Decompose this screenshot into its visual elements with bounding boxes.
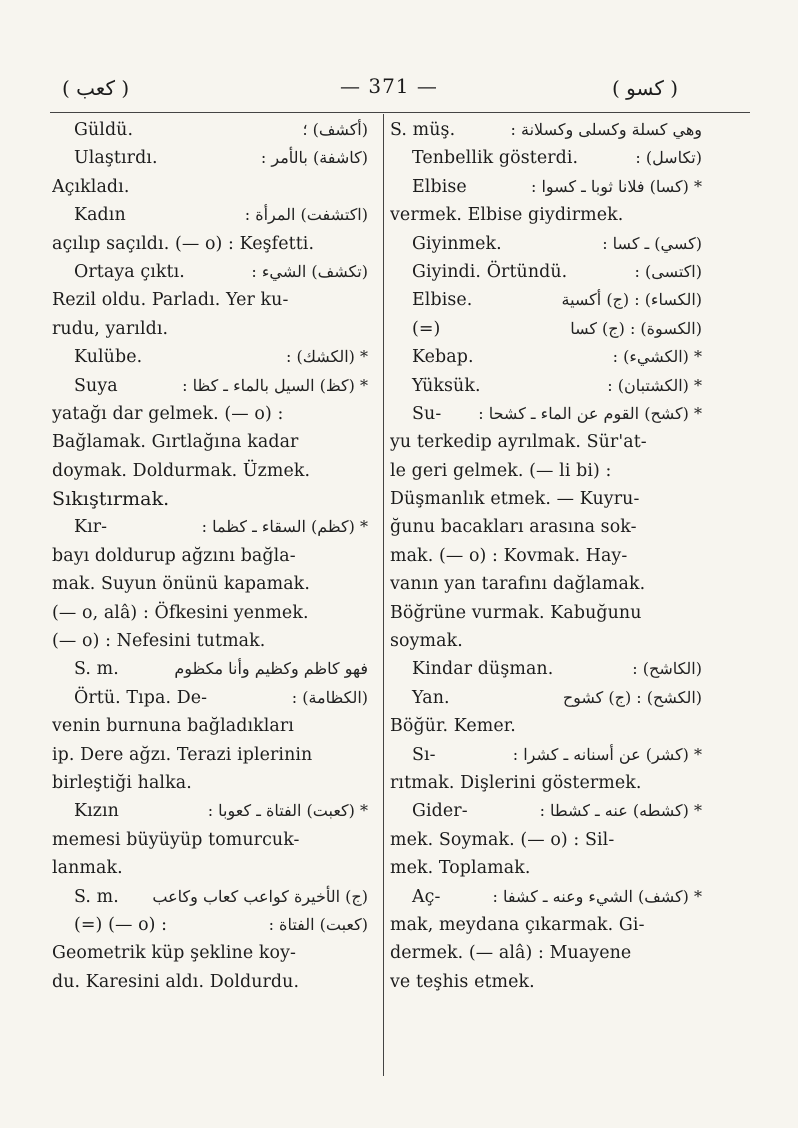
dictionary-line: [52, 627, 368, 655]
turkish-text: Düşmanlık etmek. — Kuyru-: [390, 489, 640, 510]
arabic-headword: (كسي) ـ كسا :: [602, 233, 702, 253]
dictionary-line: [390, 286, 702, 314]
turkish-text: memesi büyüyüp tomurcuk-: [52, 829, 300, 850]
dictionary-line: [52, 372, 368, 400]
dictionary-line: [390, 542, 702, 570]
left-guide-word: ( كعب ): [62, 76, 130, 100]
arabic-headword: فهو كاظم وكظيم وأنا مكظوم: [174, 659, 368, 679]
arabic-headword: (الكساء) : (ج) أكسية: [561, 290, 702, 310]
arabic-headword: (اكتشفت) المرأة :: [244, 205, 368, 225]
turkish-text: du. Karesini aldı. Doldurdu.: [52, 971, 300, 992]
arabic-headword: * (كظم) السقاء ـ كظما :: [201, 517, 368, 537]
turkish-text: mek. Soymak. (— o) : Sil-: [390, 829, 615, 850]
turkish-text: S. m.: [74, 659, 119, 680]
dictionary-line: [390, 201, 702, 229]
turkish-text: Kulübe.: [74, 347, 143, 368]
turkish-text: birleştiği halka.: [52, 772, 192, 793]
turkish-text: Kebap.: [412, 347, 474, 368]
dictionary-line: [52, 769, 368, 797]
dictionary-line: [52, 144, 368, 172]
dictionary-line: [390, 826, 702, 854]
turkish-text: Giyinmek.: [412, 233, 502, 254]
dictionary-line: [52, 428, 368, 456]
dictionary-line: [390, 144, 702, 172]
turkish-text: Tenbellik gösterdi.: [412, 148, 579, 169]
turkish-text: ip. Dere ağzı. Terazi iplerinin: [52, 744, 313, 765]
turkish-text: Sı-: [412, 744, 436, 765]
turkish-text: Su-: [412, 403, 442, 424]
dictionary-line: [390, 173, 702, 201]
dictionary-line: [52, 684, 368, 712]
dictionary-line: [390, 968, 702, 996]
arabic-headword: (ج) الأخيرة كواعب كعاب وكاعب: [152, 886, 368, 906]
arabic-headword: * (الكشتبان) :: [607, 375, 702, 395]
dictionary-line: [52, 230, 368, 258]
dictionary-line: [52, 485, 368, 513]
dictionary-line: [390, 627, 702, 655]
dictionary-line: [52, 911, 368, 939]
turkish-text: dermek. (— alâ) : Muayene: [390, 943, 632, 964]
dictionary-line: [52, 400, 368, 428]
turkish-text: (— o) : Nefesini tutmak.: [52, 631, 266, 652]
dictionary-line: [390, 599, 702, 627]
arabic-headword: * (كشطه) عنه ـ كشطا :: [539, 801, 702, 821]
turkish-text: doymak. Doldurmak. Üzmek.: [52, 460, 311, 481]
dictionary-line: [52, 286, 368, 314]
turkish-text: mek. Toplamak.: [390, 858, 531, 879]
arabic-headword: (تكاسل) :: [635, 148, 702, 168]
turkish-text: rudu, yarıldı.: [52, 318, 169, 339]
dictionary-line: [52, 315, 368, 343]
dictionary-line: [52, 854, 368, 882]
arabic-headword: * (كشف) الشيء وعنه ـ كشفا :: [492, 886, 702, 906]
turkish-text: Sıkıştırmak.: [52, 488, 170, 511]
dictionary-line: [52, 542, 368, 570]
dictionary-line: [390, 230, 702, 258]
arabic-headword: (أكشف) ؛: [302, 120, 368, 139]
left-column: [52, 116, 368, 996]
turkish-text: Gider-: [412, 801, 468, 822]
turkish-text: mak, meydana çıkarmak. Gi-: [390, 914, 645, 935]
turkish-text: mak. (— o) : Kovmak. Hay-: [390, 545, 628, 566]
turkish-text: rıtmak. Dişlerini göstermek.: [390, 772, 642, 793]
dictionary-line: [390, 116, 702, 144]
turkish-text: le geri gelmek. (— li bi) :: [390, 460, 612, 481]
turkish-text: Suya: [74, 375, 118, 396]
dictionary-line: [52, 343, 368, 371]
dictionary-line: [390, 769, 702, 797]
turkish-text: S. müş.: [390, 120, 456, 140]
turkish-text: Güldü.: [74, 120, 134, 140]
dictionary-line: [390, 939, 702, 967]
dictionary-line: [390, 400, 702, 428]
dictionary-line: [390, 258, 702, 286]
dictionary-line: [52, 883, 368, 911]
turkish-text: (=): [412, 318, 441, 339]
dictionary-line: [52, 968, 368, 996]
turkish-text: Bağlamak. Gırtlağına kadar: [52, 432, 299, 453]
page-header: [0, 74, 798, 104]
dictionary-line: [390, 457, 702, 485]
dictionary-line: [52, 599, 368, 627]
arabic-headword: (الكسوة) : (ج) كسا: [570, 318, 702, 338]
dictionary-line: [52, 258, 368, 286]
turkish-text: Kızın: [74, 801, 119, 822]
turkish-text: Elbise: [412, 176, 467, 197]
arabic-headword: (كاشفة) بالأمر :: [260, 148, 368, 168]
arabic-headword: (اكتسى) :: [634, 261, 702, 281]
turkish-text: bayı doldurup ağzını bağla-: [52, 545, 296, 566]
turkish-text: Böğrüne vurmak. Kabuğunu: [390, 602, 642, 623]
dictionary-line: [390, 343, 702, 371]
turkish-text: Kır-: [74, 517, 108, 538]
dictionary-line: [52, 939, 368, 967]
turkish-text: vanın yan tarafını dağlamak.: [390, 574, 646, 595]
turkish-text: Açıkladı.: [52, 176, 130, 197]
arabic-headword: (تكشف) الشيء :: [251, 261, 368, 281]
turkish-text: Böğür. Kemer.: [390, 716, 516, 737]
right-guide-word: ( كسو ): [612, 76, 679, 100]
turkish-text: Yan.: [412, 687, 450, 708]
dictionary-line: [390, 712, 702, 740]
turkish-text: S. m.: [74, 886, 119, 907]
dictionary-line: [390, 797, 702, 825]
dictionary-line: [390, 741, 702, 769]
turkish-text: (— o, alâ) : Öfkesini yenmek.: [52, 602, 309, 623]
dictionary-line: [390, 485, 702, 513]
turkish-text: Elbise.: [412, 290, 473, 311]
turkish-text: ve teşhis etmek.: [390, 971, 535, 992]
dictionary-line: [52, 712, 368, 740]
dictionary-line: [390, 570, 702, 598]
turkish-text: Kindar düşman.: [412, 659, 554, 680]
dictionary-line: [390, 854, 702, 882]
header-rule: [50, 112, 750, 113]
dictionary-line: [52, 201, 368, 229]
turkish-text: Örtü. Tıpa. De-: [74, 687, 208, 708]
dictionary-line: [52, 457, 368, 485]
turkish-text: yu terkedip ayrılmak. Sür'at-: [390, 432, 647, 453]
turkish-text: Geometrik küp şekline koy-: [52, 943, 296, 964]
turkish-text: soymak.: [390, 631, 463, 652]
turkish-text: Giyindi. Örtündü.: [412, 261, 568, 282]
dictionary-line: [52, 116, 368, 144]
dictionary-line: [390, 911, 702, 939]
dictionary-line: [52, 570, 368, 598]
arabic-headword: (كعبت) الفتاة :: [268, 914, 368, 934]
dictionary-line: [52, 741, 368, 769]
turkish-text: Ortaya çıktı.: [74, 261, 185, 282]
turkish-text: (=) (— o) :: [74, 914, 168, 935]
dictionary-line: [52, 513, 368, 541]
dictionary-line: [390, 315, 702, 343]
turkish-text: vermek. Elbise giydirmek.: [390, 205, 624, 226]
dictionary-line: [390, 513, 702, 541]
arabic-headword: * (كعبت) الفتاة ـ كعوبا :: [207, 801, 368, 821]
column-divider: [383, 114, 384, 1076]
turkish-text: mak. Suyun önünü kapamak.: [52, 574, 310, 595]
dictionary-line: [390, 655, 702, 683]
dictionary-line: [52, 655, 368, 683]
turkish-text: venin burnuna bağladıkları: [52, 716, 294, 737]
turkish-text: ğunu bacakları arasına sok-: [390, 517, 637, 538]
arabic-headword: * (الكشك) :: [286, 347, 368, 367]
dictionary-line: [390, 428, 702, 456]
arabic-headword: * (كشر) عن أسنانه ـ كشرا :: [512, 744, 702, 764]
right-column: [390, 116, 702, 996]
page-number: — 371 —: [340, 74, 438, 98]
dictionary-line: [390, 883, 702, 911]
arabic-headword: * (كظ) السيل بالماء ـ كظا :: [182, 375, 368, 395]
arabic-headword: * (الكشيء) :: [612, 347, 702, 367]
dictionary-line: [390, 684, 702, 712]
turkish-text: Rezil oldu. Parladı. Yer ku-: [52, 290, 289, 311]
turkish-text: lanmak.: [52, 858, 123, 879]
arabic-headword: (الكاشح) :: [632, 659, 702, 679]
turkish-text: Aç-: [412, 886, 441, 907]
turkish-text: Kadın: [74, 205, 126, 226]
dictionary-line: [52, 797, 368, 825]
turkish-text: yatağı dar gelmek. (— o) :: [52, 403, 284, 424]
dictionary-line: [52, 173, 368, 201]
arabic-headword: (الكظامة) :: [291, 687, 368, 707]
turkish-text: Ulaştırdı.: [74, 148, 158, 169]
turkish-text: Yüksük.: [412, 375, 481, 396]
arabic-headword: (الكشح) : (ج) كشوح: [562, 687, 702, 707]
arabic-headword: وهي كسلة وكسلى وكسلانة :: [510, 120, 702, 139]
turkish-text: açılıp saçıldı. (— o) : Keşfetti.: [52, 233, 315, 254]
arabic-headword: * (كشح) القوم عن الماء ـ كشحا :: [478, 403, 702, 423]
dictionary-line: [390, 372, 702, 400]
arabic-headword: * (كسا) فلانا ثوبا ـ كسوا :: [530, 176, 702, 196]
dictionary-line: [52, 826, 368, 854]
